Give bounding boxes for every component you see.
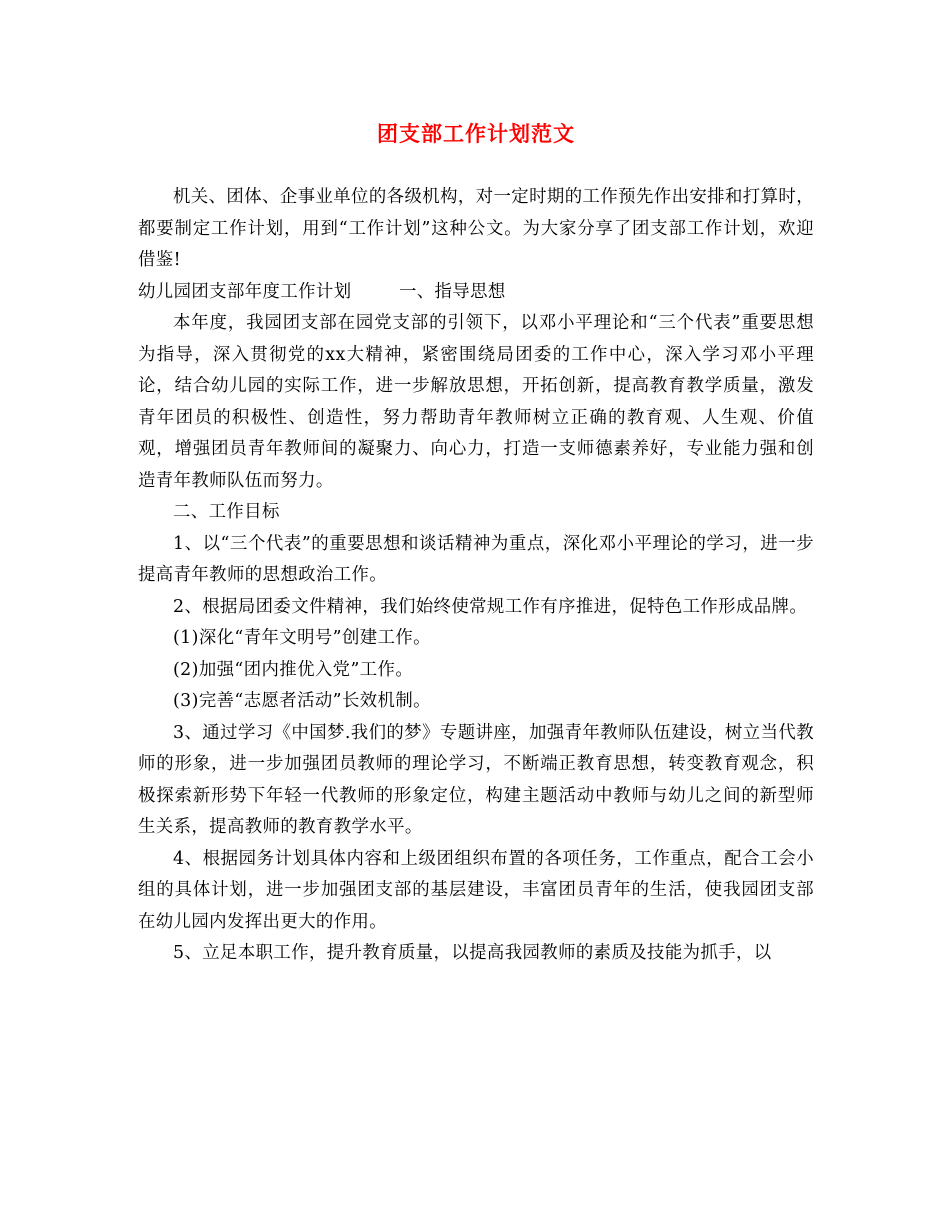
sub-item-3: (3)完善“志愿者活动”长效机制。 [173, 691, 431, 711]
guiding-thought-paragraph: 本年度，我园团支部在园党支部的引领下，以邓小平理论和“三个代表”重要思想为指导，深入贯彻党的xx大精神，紧密围绕局团委的工作中心，深入学习邓小平理论，结合幼儿园的实际工作，进一步解放思想，开拓创新，提高教育教学质量，激发青年团员的积极性、创造性，努力帮助青年教师树立正确的教育观、人生观、价值观，增强团员青年教师间的凝聚力、向心力，打造一支师德素养好，专业能力强和创造青年教师队伍而努力。 [138, 313, 814, 491]
section-heading-goals: 二、工作目标 [173, 502, 280, 522]
document-page [138, 118, 814, 970]
plan-subheading [138, 277, 814, 309]
document-title: 团支部工作计划范文 [377, 121, 575, 146]
sub-item-2: (2)加强“团内推优入党”工作。 [173, 659, 414, 680]
sub-item-1: (1)深化“青年文明号”创建工作。 [173, 628, 431, 648]
subheading-left: 幼儿园团支部年度工作计划 [138, 281, 352, 302]
goal-item-1: 1、以“三个代表”的重要思想和谈话精神为重点，深化邓小平理论的学习，进一步提高青年教师的思想政治工作。 [138, 533, 814, 585]
goal-item-3: 3、通过学习《中国梦.我们的梦》专题讲座，加强青年教师队伍建设，树立当代教师的形象，进一步加强团员教师的理论学习，不断端正教育思想，转变教育观念，积极探索新形势下年轻一代教师的形象定位，构建主题活动中教师与幼儿之间的新型师生关系，提高教师的教育教学水平。 [138, 722, 814, 837]
goal-item-4: 4、根据园务计划具体内容和上级团组织布置的各项任务，工作重点，配合工会小组的具体计划，进一步加强团支部的基层建设，丰富团员青年的生活，使我园团支部在幼儿园内发挥出更大的作用。 [138, 848, 814, 932]
subheading-right: 一、指导思想 [398, 281, 506, 302]
goal-item-5: 5、立足本职工作，提升教育质量，以提高我园教师的素质及技能为抓手，以 [173, 943, 772, 963]
intro-paragraph: 机关、团体、企事业单位的各级机构，对一定时期的工作预先作出安排和打算时，都要制定工作计划，用到“工作计划”这种公文。为大家分享了团支部工作计划，欢迎借鉴! [138, 187, 814, 270]
goal-item-2: 2、根据局团委文件精神，我们始终使常规工作有序推进，促特色工作形成品牌。 [173, 596, 808, 617]
